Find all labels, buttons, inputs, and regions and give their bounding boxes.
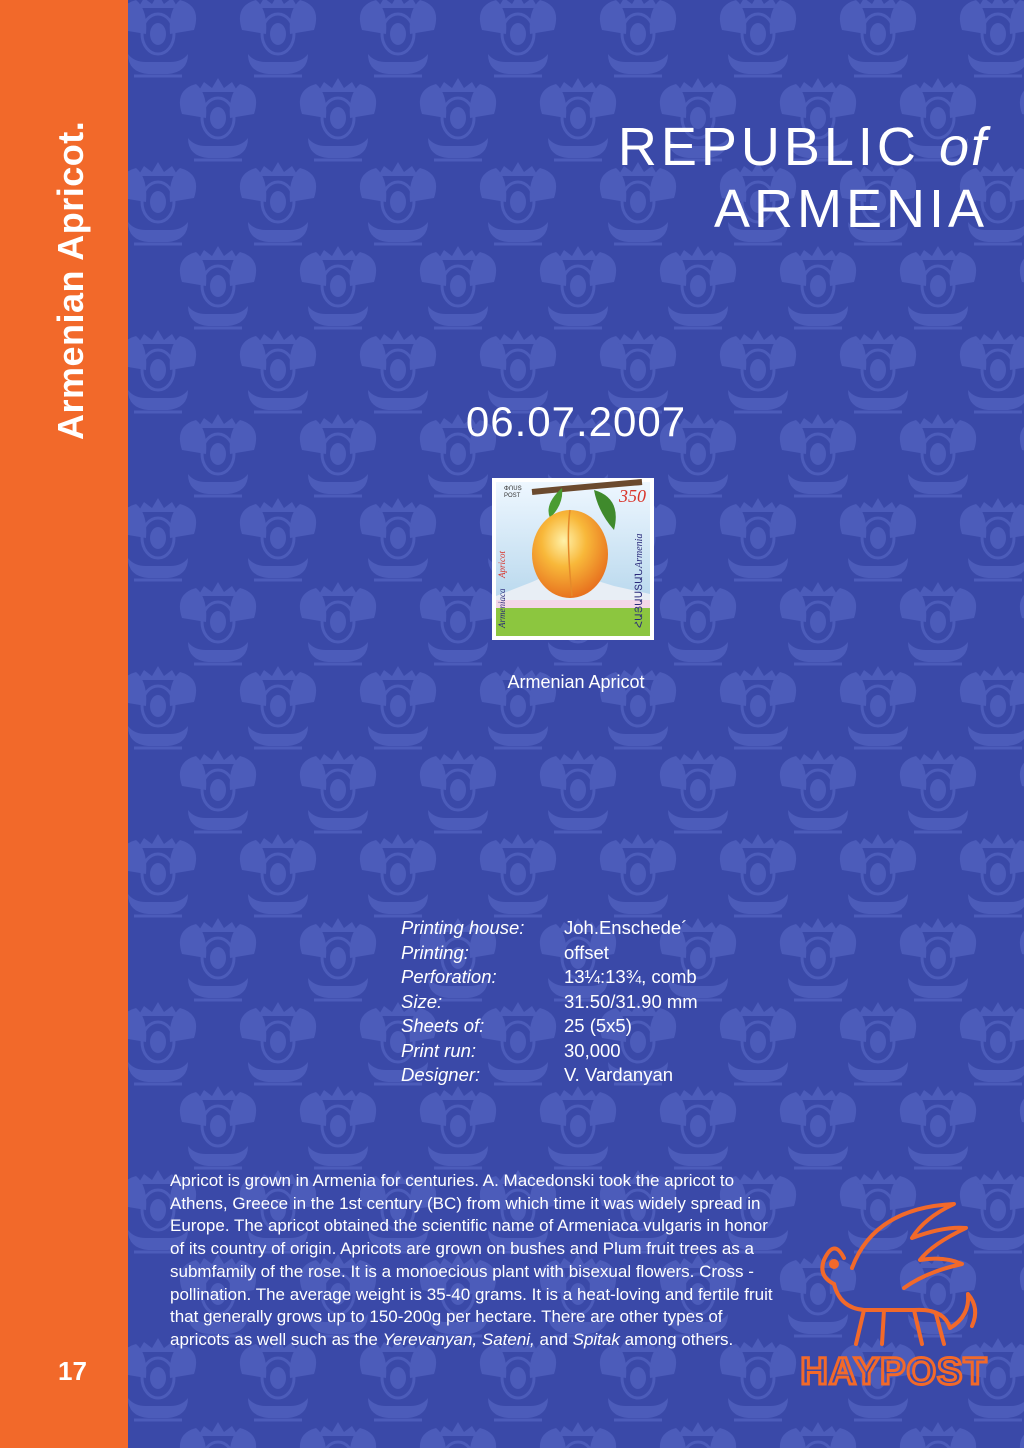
spec-value: 30,000 (564, 1039, 621, 1061)
stamp-value: 350 (619, 486, 646, 506)
coat-of-arms-emblem (600, 0, 676, 76)
coat-of-arms-emblem (240, 1002, 316, 1084)
coat-of-arms-emblem (300, 78, 376, 160)
issue-date: 06.07.2007 (465, 398, 687, 445)
coat-of-arms-emblem (840, 1002, 916, 1084)
header-line-1 (618, 116, 988, 178)
coat-of-arms-emblem (960, 834, 1024, 916)
stamp-country-armenian: ՀԱՅԱՍՏԱՆ (634, 568, 645, 628)
coat-of-arms-emblem (128, 162, 196, 244)
spec-row (401, 941, 698, 966)
coat-of-arms-emblem (360, 498, 436, 580)
coat-of-arms-emblem (360, 834, 436, 916)
coat-of-arms-emblem (660, 1086, 736, 1168)
coat-of-arms-emblem (540, 246, 616, 328)
spec-row (401, 1014, 698, 1039)
coat-of-arms-emblem (480, 0, 556, 76)
coat-of-arms-emblem (900, 1086, 976, 1168)
coat-of-arms-emblem (180, 750, 256, 832)
coat-of-arms-emblem (600, 834, 676, 916)
coat-of-arms-emblem (540, 750, 616, 832)
griffin-icon (822, 1204, 975, 1344)
description-paragraph (170, 1170, 782, 1352)
coat-of-arms-emblem (1020, 1254, 1024, 1336)
stamp-meadow (496, 606, 650, 636)
coat-of-arms-emblem (780, 1422, 856, 1448)
coat-of-arms-emblem (128, 0, 196, 76)
coat-of-arms-emblem (780, 918, 856, 1000)
coat-of-arms-emblem (420, 750, 496, 832)
coat-of-arms-emblem (660, 1422, 736, 1448)
spec-label: Sheets of: (401, 1015, 485, 1036)
coat-of-arms-emblem (360, 162, 436, 244)
coat-of-arms-emblem (660, 246, 736, 328)
description-end: among others. (619, 1329, 734, 1349)
spec-value: 31.50/31.90 mm (564, 990, 698, 1012)
coat-of-arms-emblem (720, 1002, 796, 1084)
coat-of-arms-emblem (420, 246, 496, 328)
coat-of-arms-emblem (180, 246, 256, 328)
spec-value: V. Vardanyan (564, 1064, 674, 1085)
coat-of-arms-emblem (300, 1086, 376, 1168)
coat-of-arms-emblem (180, 582, 256, 664)
sidebar (0, 0, 128, 1448)
coat-of-arms-emblem (128, 1002, 196, 1084)
stamp-apricot (532, 510, 608, 598)
coat-of-arms-emblem (1020, 246, 1024, 328)
spec-label: Designer: (401, 1064, 481, 1085)
coat-of-arms-emblem (420, 1422, 496, 1448)
spec-value: Joh.Enschede´ (564, 917, 688, 938)
stamp-post-label-2: POST (504, 493, 521, 499)
header-of: of (938, 117, 988, 178)
coat-of-arms-emblem (900, 1422, 976, 1448)
coat-of-arms-emblem (420, 78, 496, 160)
coat-of-arms-emblem (300, 246, 376, 328)
specs-table (401, 916, 698, 1088)
coat-of-arms-emblem (720, 834, 796, 916)
stamp-caption: Armenian Apricot (507, 672, 645, 692)
stamp-species-common: Apricot (497, 551, 507, 578)
coat-of-arms-emblem (540, 78, 616, 160)
main-panel (128, 0, 1024, 1448)
coat-of-arms-emblem (900, 918, 976, 1000)
coat-of-arms-emblem (240, 162, 316, 244)
spec-value: 25 (5x5) (564, 1015, 632, 1036)
variety-sateni: Sateni, (481, 1329, 535, 1349)
spec-row (401, 965, 698, 990)
coat-of-arms-emblem (660, 582, 736, 664)
coat-of-arms-emblem (240, 498, 316, 580)
coat-of-arms-emblem (960, 498, 1024, 580)
coat-of-arms-emblem (1020, 78, 1024, 160)
spec-row (401, 916, 698, 941)
coat-of-arms-emblem (420, 1086, 496, 1168)
coat-of-arms-emblem (1020, 918, 1024, 1000)
coat-of-arms-emblem (900, 582, 976, 664)
coat-of-arms-emblem (180, 78, 256, 160)
coat-of-arms-emblem (900, 750, 976, 832)
spec-row (401, 1039, 698, 1064)
variety-spitak: Spitak (572, 1329, 620, 1349)
spec-row (401, 990, 698, 1015)
coat-of-arms-emblem (1020, 1422, 1024, 1448)
coat-of-arms-emblem (240, 0, 316, 76)
coat-of-arms-emblem (480, 834, 556, 916)
coat-of-arms-emblem (1020, 582, 1024, 664)
stamp-country-latin: Armenia (634, 533, 645, 568)
coat-of-arms-emblem (540, 1086, 616, 1168)
spec-label: Perforation: (401, 966, 497, 987)
coat-of-arms-emblem (540, 1422, 616, 1448)
haypost-wordmark: HAYPOST (800, 1351, 988, 1393)
haypost-logo (794, 1198, 994, 1398)
stamp-post-label-1: ՓՈՍՏ (504, 486, 522, 492)
coat-of-arms-emblem (300, 1422, 376, 1448)
coat-of-arms-emblem (360, 0, 436, 76)
coat-of-arms-emblem (128, 834, 196, 916)
coat-of-arms-emblem (960, 0, 1024, 76)
coat-of-arms-emblem (780, 582, 856, 664)
coat-of-arms-emblem (180, 1086, 256, 1168)
coat-of-arms-emblem (240, 834, 316, 916)
spec-row (401, 1063, 698, 1088)
spec-label: Size: (401, 990, 443, 1012)
coat-of-arms-emblem (960, 1002, 1024, 1084)
coat-of-arms-emblem (840, 0, 916, 76)
stamp-species-latin: Armeniaca (497, 588, 507, 628)
coat-of-arms-emblem (480, 162, 556, 244)
coat-of-arms-emblem (720, 0, 796, 76)
coat-of-arms-emblem (780, 246, 856, 328)
coat-of-arms-emblem (420, 582, 496, 664)
coat-of-arms-emblem (780, 750, 856, 832)
stamp-image (492, 478, 654, 640)
coat-of-arms-emblem (660, 750, 736, 832)
spec-label: Printing house: (401, 917, 525, 938)
spec-label: Print run: (401, 1039, 477, 1061)
coat-of-arms-emblem (180, 1422, 256, 1448)
coat-of-arms-emblem (840, 498, 916, 580)
coat-of-arms-emblem (720, 498, 796, 580)
coat-of-arms-emblem (128, 498, 196, 580)
header-title (618, 116, 988, 240)
spec-label: Printing: (401, 941, 469, 963)
coat-of-arms-emblem (900, 246, 976, 328)
header-republic: REPUBLIC (617, 117, 920, 178)
sidebar-title: Armenian Apricot. (50, 120, 91, 440)
variety-yerevanyan: Yerevanyan, (382, 1329, 478, 1349)
coat-of-arms-emblem (300, 918, 376, 1000)
description-and: and (534, 1329, 573, 1349)
coat-of-arms-emblem (300, 582, 376, 664)
header-line-2: ARMENIA (713, 179, 988, 240)
coat-of-arms-emblem (180, 918, 256, 1000)
stamp-blossoms (496, 600, 650, 608)
coat-of-arms-emblem (780, 1086, 856, 1168)
description-text: Apricot is grown in Armenia for centuries. A. Macedonski took the apricot to Athens, Greece in the 1st century (BC) from which time it was widely spread in Europe. The apricot obtained the scientific name of Armeniaca vulgaris in honor of its country of origin. Apricots are grown on bushes and Plum fruit trees as a submfamily of the rose. It is a monoecious plant with bisexual flowers. Cross - pollination. The average weight is 35-40 grams. It is a heat-loving and fertile fruit that generally grows up to 150-200g per hectare. There are other types of apricots as well such as the (170, 1171, 773, 1349)
coat-of-arms-emblem (1020, 1086, 1024, 1168)
coat-of-arms-emblem (1020, 750, 1024, 832)
coat-of-arms-emblem (840, 834, 916, 916)
coat-of-arms-emblem (300, 750, 376, 832)
page-number: 17 (58, 1356, 87, 1386)
spec-value: offset (564, 941, 609, 963)
spec-value: 13¼:13¾, comb (564, 966, 697, 987)
